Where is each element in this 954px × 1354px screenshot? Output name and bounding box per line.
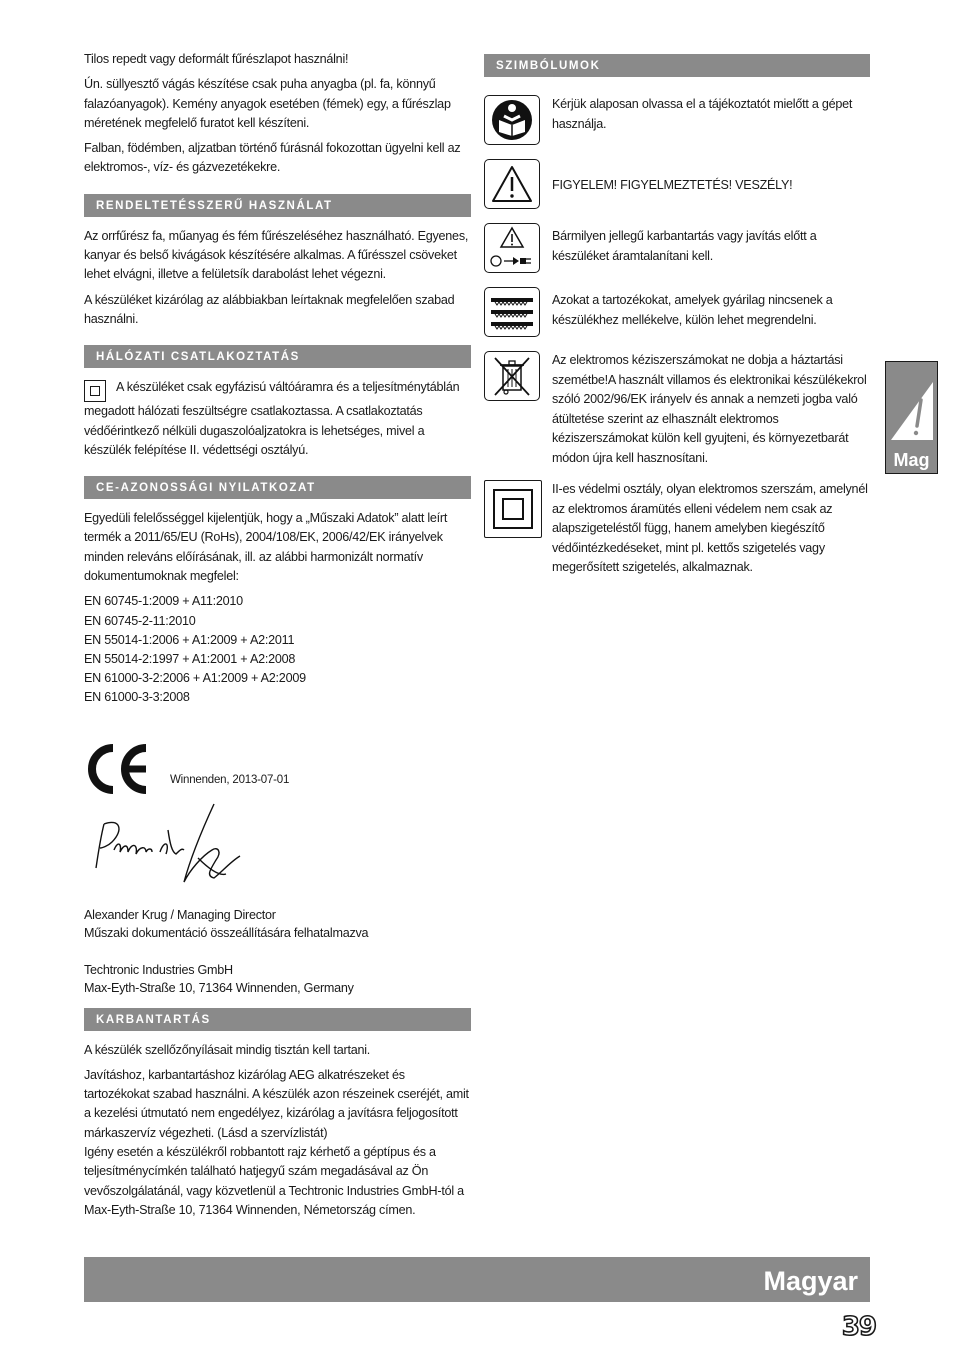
symbol-row	[484, 223, 870, 275]
standard-item: EN 55014-1:2006 + A1:2009 + A2:2011	[84, 632, 295, 647]
language-side-tab	[885, 361, 938, 474]
standard-item: EN 60745-2-11:2010	[84, 613, 196, 628]
ce-declaration-block	[84, 736, 471, 906]
footer-language-bar: Magyar	[84, 1257, 870, 1302]
standard-item: EN 61000-3-3:2008	[84, 690, 190, 705]
class-two-small-icon	[84, 380, 106, 402]
symbol-row	[484, 287, 870, 339]
intro-paragraph-3: Falban, födémben, aljzatban történő fúrásnál fokozottan ügyelni kell az elektromos-, víz- és gázvezetékekre.	[84, 141, 461, 175]
symbol-text: FIGYELEM! FIGYELMEZTETÉS! VESZÉLY!	[552, 178, 793, 192]
place-date: Winnenden, 2013-07-01	[170, 773, 290, 786]
maintenance-paragraph-2: Javításhoz, karbantartáshoz kizárólag AEG alkatrészeket és tartozékokat szabad használni. A készülék azon részeinek cseréjét, amit a kezelési útmutató nem engedélyez, kizárólag a javításra feljogosított márkaszervíz végezheti. (Lásd a szervízlistát) Igény esetén a készülékről robbantott rajz kérhető a géptípus és a teljesítménycímkén található hatjegyű szám megadásával az Ön vevőszolgálatánál, vagy közvetlenül a Techtronic Industries GmbH-tól a Max-Eyth-Straße 10, 71364 Winnenden, Németország címen.	[84, 1067, 469, 1217]
crossed-bin-icon	[484, 351, 540, 401]
mains-paragraph	[84, 378, 471, 460]
usage-heading: RENDELTETÉSSZERŰ HASZNÁLAT	[84, 194, 471, 217]
company-address: Max-Eyth-Straße 10, 71364 Winnenden, Germany	[84, 981, 354, 996]
ce-heading: CE-AZONOSSÁGI NYILATKOZAT	[84, 476, 471, 499]
symbol-text: Az elektromos kéziszerszámokat ne dobja a háztartási szemétbe!A használt villamos és elektronikai készülékekrol szóló 2002/96/EK irányelv és annak a nemzeti jogba való átültetése szerint az elhasznált elektromos kéziszerszámokat külön kell gyujteni, és környezetbarát módon újra kell hasznosítani.	[552, 353, 867, 465]
signature-image	[90, 800, 250, 890]
maintenance-heading: KARBANTARTÁS	[84, 1008, 471, 1031]
unplug-warning-icon	[484, 223, 540, 273]
signatory-name: Alexander Krug / Managing Director	[84, 907, 276, 922]
symbol-text: Bármilyen jellegű karbantartás vagy javítás előtt a készüléket áramtalanítani kell.	[552, 229, 817, 263]
usage-paragraph-2: A készüléket kizárólag az alábbiakban leírtaknak megfelelően szabad használni.	[84, 292, 455, 326]
intro-paragraph-1: Tilos repedt vagy deformált fűrészlapot használni!	[84, 52, 349, 66]
symbol-text: Azokat a tartozékokat, amelyek gyárilag nincsenek a készülékhez mellékelve, külön lehet megrendelni.	[552, 293, 833, 327]
left-column	[84, 50, 471, 1226]
warning-triangle-icon	[484, 159, 540, 209]
symbol-text: II-es védelmi osztály, olyan elektromos szerszám, amelynél az elektromos áramütés elleni védelem nem csak az alapszigeteléstől függ, hanem amelyben kiegészítő védőintézkedéseket, mint pl. kettős szigetelés vagy megerősített szigetelés, alkalmaznak.	[552, 482, 868, 574]
mains-text: A készüléket csak egyfázisú váltóáramra és a teljesítménytáblán megadott hálózati feszültségre csatlakoztassa. A csatlakoztatás védőérintkező nélküli dugaszolóaljzatokra is lehetséges, mivel a készülék felépítése II. védettségi osztályú.	[84, 380, 460, 457]
ce-mark-icon	[86, 744, 152, 794]
symbol-row	[484, 351, 870, 468]
symbol-text: Kérjük alaposan olvassa el a tájékoztatót mielőtt a gépet használja.	[552, 97, 853, 131]
company-name: Techtronic Industries GmbH	[84, 962, 233, 977]
saw-blades-icon	[484, 287, 540, 337]
usage-paragraph-1: Az orrfűrész fa, műanyag és fém fűrészeléséhez használható. Egyenes, kanyar és belső kivágások készítésére alkalmas. A fűrésszel csöveket lehet elvágni, illetve a felületsík darabolást lehet végezni.	[84, 228, 469, 282]
standards-list	[84, 592, 471, 707]
symbols-heading: SZIMBÓLUMOK	[484, 54, 870, 77]
symbol-row	[484, 159, 870, 211]
symbol-row	[484, 95, 870, 147]
maintenance-paragraph-1: A készülék szellőzőnyílásait mindig tisztán kell tartani.	[84, 1042, 371, 1057]
symbol-row	[484, 480, 870, 578]
signatory-block	[84, 906, 471, 998]
standard-item: EN 61000-3-2:2006 + A1:2009 + A2:2009	[84, 671, 306, 686]
side-tab-label: Mag	[893, 450, 930, 470]
page-number: 39	[841, 1312, 876, 1342]
standard-item: EN 55014-2:1997 + A1:2001 + A2:2008	[84, 651, 296, 666]
standard-item: EN 60745-1:2009 + A11:2010	[84, 594, 243, 609]
right-column	[484, 54, 870, 590]
warning-exclamation-icon	[887, 366, 937, 446]
signatory-role: Műszaki dokumentáció összeállítására felhatalmazva	[84, 926, 369, 941]
class-two-icon	[484, 480, 542, 538]
ce-paragraph: Egyedüli felelősséggel kijelentjük, hogy a „Műszaki Adatok” alatt leírt termék a 2011/65/EU (RoHs), 2004/108/EK, 2006/42/EK irányelvek minden releváns előírásának, ill. az alábbi harmonizált normatív dokumentumoknak megfelel:	[84, 511, 448, 584]
intro-paragraph-2: Ún. süllyesztő vágás készítése csak puha anyagba (pl. fa, könnyű falazóanyagok). Kemény anyagok esetében (fémek) egy, a fűrészlap méretének megfelelő furatot kell készíteni.	[84, 77, 451, 130]
mains-heading: HÁLÓZATI CSATLAKOZTATÁS	[84, 345, 471, 368]
read-manual-icon	[484, 95, 540, 145]
